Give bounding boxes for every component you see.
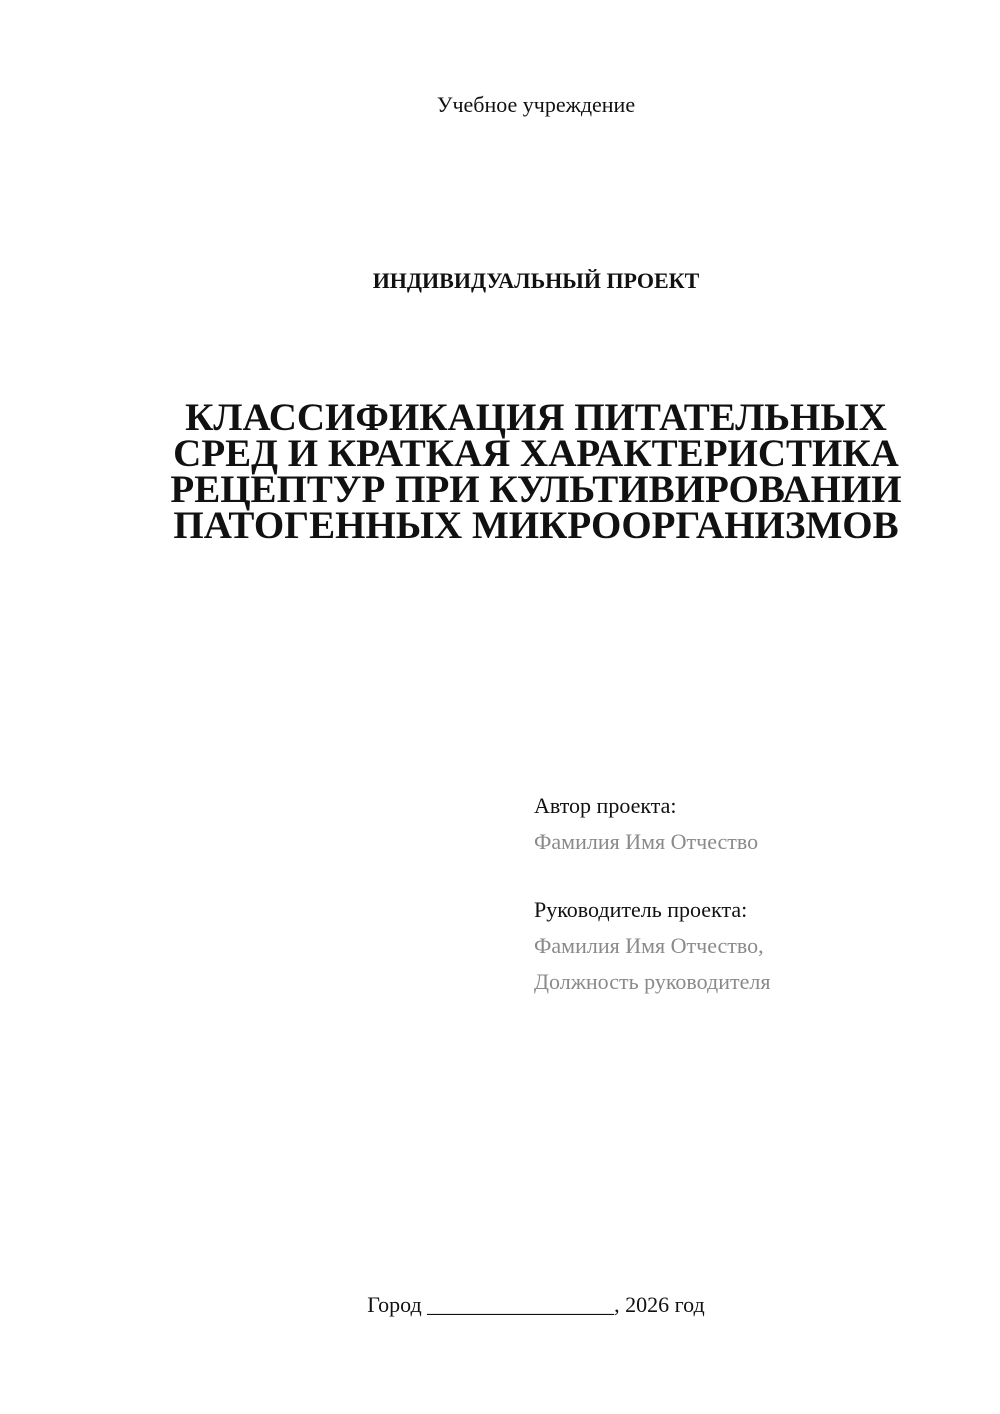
author-name: Фамилия Имя Отчество [534,829,759,854]
project-title-line: РЕЦЕПТУР ПРИ КУЛЬТИВИРОВАНИИ [170,468,902,511]
supervisor-position: Должность руководителя [534,969,771,994]
author-label: Автор проекта: [534,793,677,818]
institution-name: Учебное учреждение [436,92,636,117]
project-title-line: СРЕД И КРАТКАЯ ХАРАКТЕРИСТИКА [173,432,899,475]
project-title-line: ПАТОГЕННЫХ МИКРООРГАНИЗМОВ [173,504,899,547]
project-title [120,396,952,547]
supervisor-name: Фамилия Имя Отчество, [534,933,764,958]
city-year-footer: Город _________________, 2026 год [367,1292,705,1317]
supervisor-block [534,892,974,1000]
supervisor-label: Руководитель проекта: [534,897,748,922]
author-block [534,788,974,860]
project-type-heading: ИНДИВИДУАЛЬНЫЙ ПРОЕКТ [372,268,700,293]
project-title-line: КЛАССИФИКАЦИЯ ПИТАТЕЛЬНЫХ [185,396,887,439]
